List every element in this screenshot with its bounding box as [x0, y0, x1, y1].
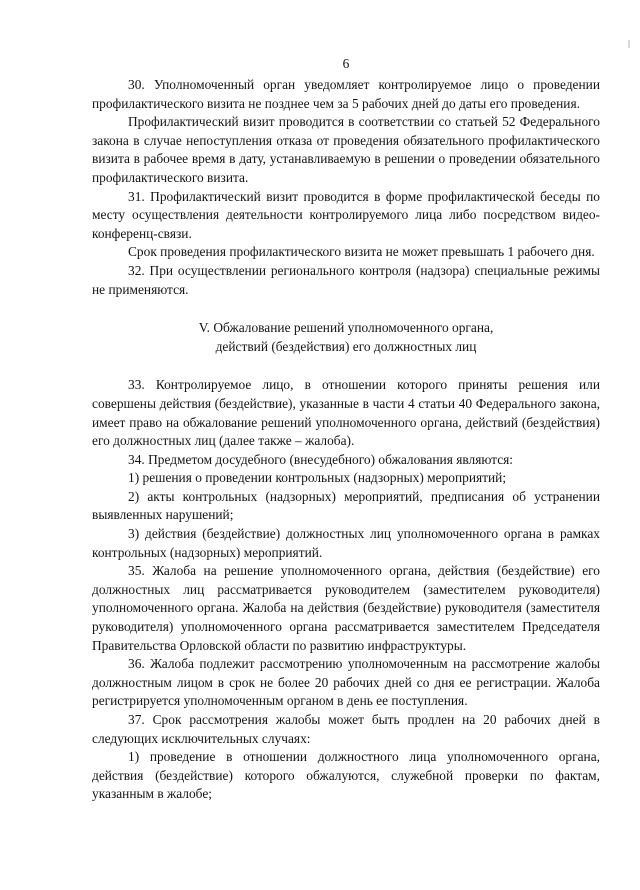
document-page [92, 56, 600, 804]
section-top-paragraphs [92, 76, 600, 299]
paragraph-31: 31. Профилактический визит проводится в форме профилактической беседы по месту осуществления деятельности контролируемого лица либо посредством видео-конференц-связи. [92, 188, 600, 241]
paragraph-34-item-1: 1) решения о проведении контрольных (надзорных) мероприятий; [128, 470, 507, 486]
section-heading [92, 319, 600, 356]
paragraph-visit-conduct: Профилактический визит проводится в соответствии со статьей 52 Федерального закона в случае непоступления отказа от проведения обязательного профилактического визита в рабочее время в дату, устанавливаемую в решении о проведении обязательного профилактического визита. [92, 114, 600, 185]
page-number: 6 [342, 56, 350, 71]
section-heading-line-2: действий (бездействия) его должностных лиц [215, 338, 477, 354]
paragraph-35: 35. Жалоба на решение уполномоченного органа, действия (бездействие) его должностных лиц рассматривается руководителем (заместителем руководителя) уполномоченного органа. Жалоба на действия (бездействие) руководителя (заместителя руководителя) уполномоченного органа рассматривается заместителем Председателя Правительства Орловской области по развитию инфраструктуры. [92, 563, 600, 653]
scan-edge-mark [628, 40, 630, 48]
section-heading-line-1: V. Обжалование решений уполномоченного органа, [198, 320, 494, 336]
paragraph-32: 32. При осуществлении регионального контроля (надзора) специальные режимы не применяются. [92, 262, 600, 297]
paragraph-34-item-3: 3) действия (бездействие) должностных лиц уполномоченного органа в рамках контрольных (надзорных) мероприятий. [92, 526, 600, 560]
paragraph-37: 37. Срок рассмотрения жалобы может быть продлен на 20 рабочих дней в следующих исключительных случаях: [92, 712, 600, 746]
paragraph-30: 30. Уполномоченный орган уведомляет контролируемое лицо о проведении профилактического визита не позднее чем за 5 рабочих дней до даты его проведения. [92, 77, 600, 111]
paragraph-34-item-2: 2) акты контрольных (надзорных) мероприятий, предписания об устранении выявленных нарушений; [92, 488, 600, 523]
paragraph-37-item-1: 1) проведение в отношении должностного лица уполномоченного органа, действия (бездействие) которого обжалуются, служебной проверки по фактам, указанным в жалобе; [92, 749, 600, 802]
paragraph-34: 34. Предметом досудебного (внесудебного) обжалования являются: [128, 451, 514, 467]
section-bottom-paragraphs [92, 376, 600, 804]
paragraph-visit-duration: Срок проведения профилактического визита не может превышать 1 рабочего дня. [128, 244, 595, 260]
paragraph-33: 33. Контролируемое лицо, в отношении которого приняты решения или совершены действия (бездействие), указанные в части 4 статьи 40 Федерального закона, имеет право на обжалование решений уполномоченного органа, действий (бездействия) его должностных лиц (далее также – жалоба). [92, 377, 600, 449]
paragraph-36: 36. Жалоба подлежит рассмотрению уполномоченным на рассмотрение жалобы должностным лицом в срок не более 20 рабочих дней со дня ее регистрации. Жалоба регистрируется уполномоченным органом в день ее поступления. [92, 656, 600, 709]
